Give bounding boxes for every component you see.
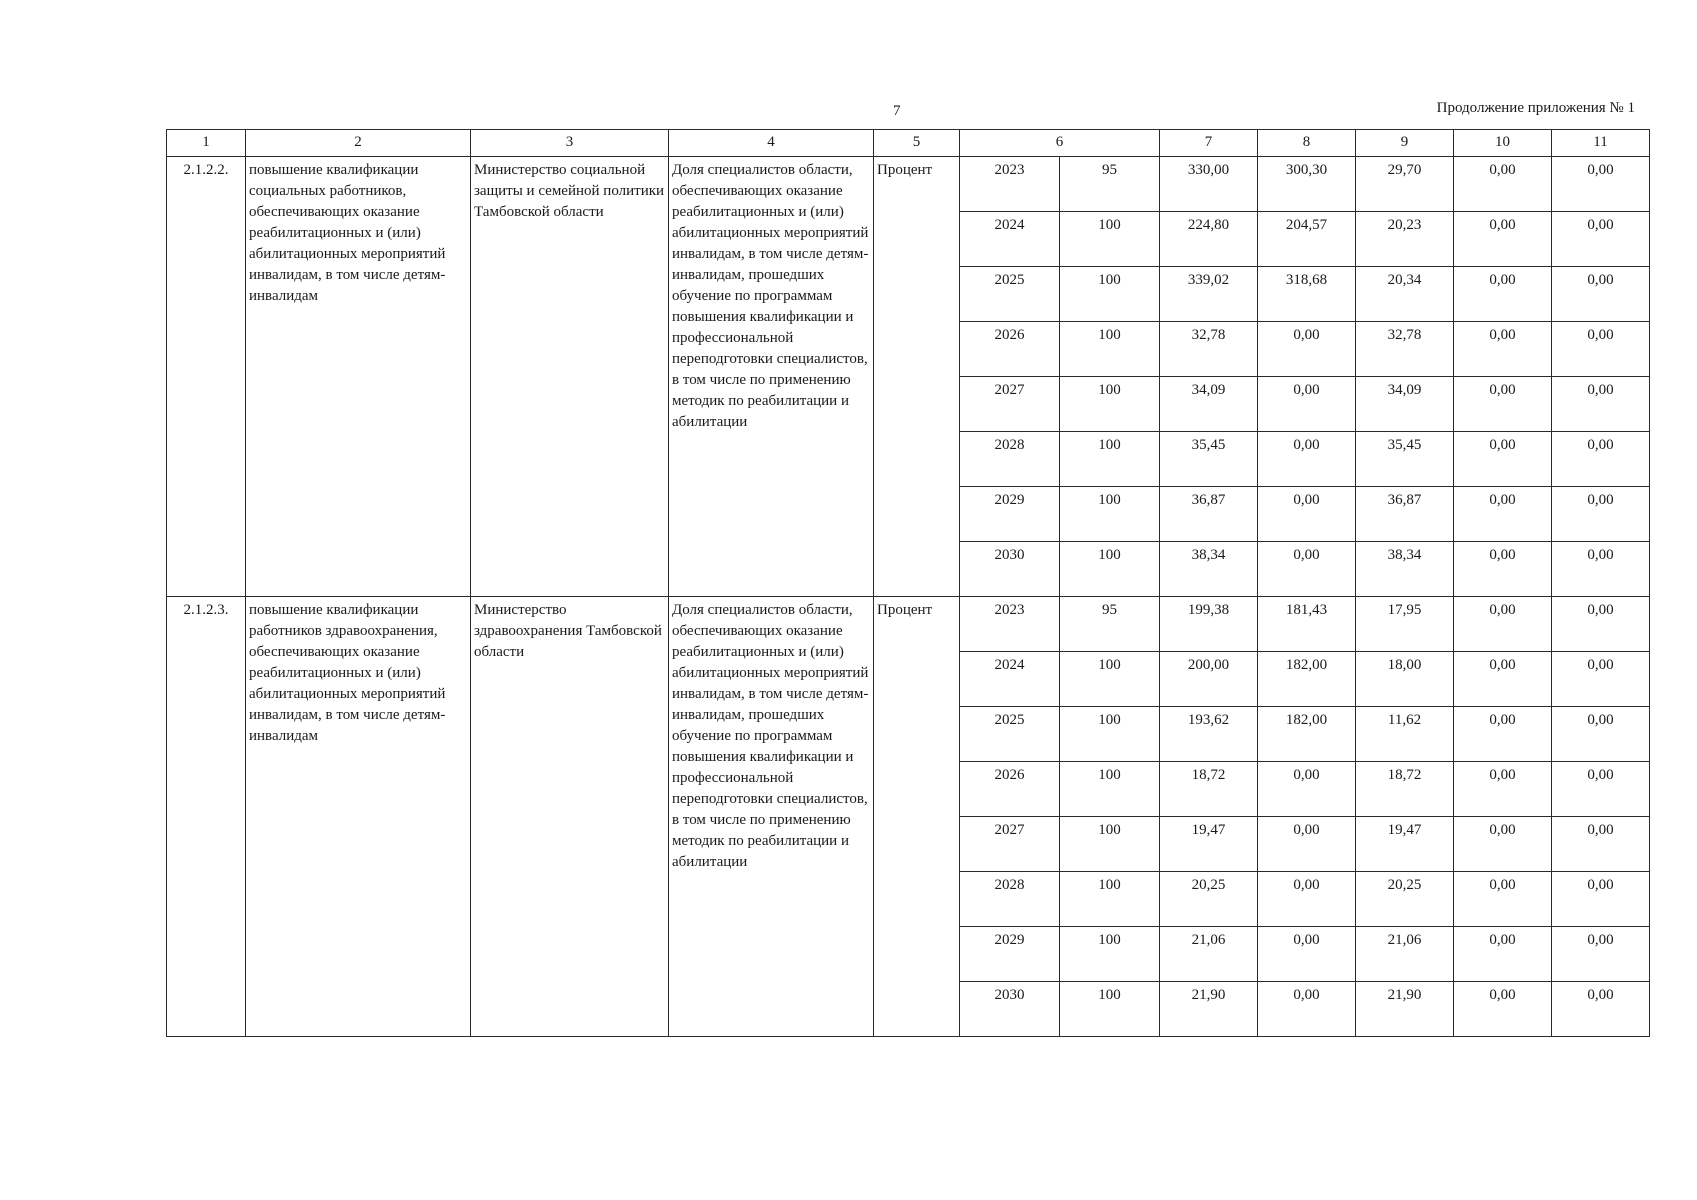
header-cell: 10 <box>1454 130 1552 157</box>
year-cell: 2023 <box>960 597 1060 652</box>
local-budget-cell: 0,00 <box>1454 377 1552 432</box>
federal-budget-cell: 0,00 <box>1258 542 1356 597</box>
year-cell: 2025 <box>960 707 1060 762</box>
regional-budget-cell: 29,70 <box>1356 157 1454 212</box>
other-sources-cell: 0,00 <box>1552 487 1650 542</box>
federal-budget-cell: 181,43 <box>1258 597 1356 652</box>
header-cell: 3 <box>471 130 669 157</box>
header-cell: 4 <box>669 130 874 157</box>
target-value-cell: 100 <box>1060 432 1160 487</box>
table-row <box>167 597 1650 652</box>
federal-budget-cell: 0,00 <box>1258 432 1356 487</box>
federal-budget-cell: 0,00 <box>1258 487 1356 542</box>
year-cell: 2024 <box>960 212 1060 267</box>
header-cell: 2 <box>246 130 471 157</box>
target-value-cell: 100 <box>1060 872 1160 927</box>
year-cell: 2028 <box>960 432 1060 487</box>
regional-budget-cell: 32,78 <box>1356 322 1454 377</box>
year-cell: 2029 <box>960 487 1060 542</box>
total-cell: 20,25 <box>1160 872 1258 927</box>
regional-budget-cell: 38,34 <box>1356 542 1454 597</box>
header-cell: 8 <box>1258 130 1356 157</box>
target-value-cell: 100 <box>1060 542 1160 597</box>
regional-budget-cell: 35,45 <box>1356 432 1454 487</box>
regional-budget-cell: 20,23 <box>1356 212 1454 267</box>
executor: Министерство здравоохранения Тамбовской области <box>471 597 669 1037</box>
other-sources-cell: 0,00 <box>1552 817 1650 872</box>
federal-budget-cell: 0,00 <box>1258 322 1356 377</box>
total-cell: 200,00 <box>1160 652 1258 707</box>
total-cell: 339,02 <box>1160 267 1258 322</box>
local-budget-cell: 0,00 <box>1454 872 1552 927</box>
total-cell: 199,38 <box>1160 597 1258 652</box>
target-value-cell: 100 <box>1060 982 1160 1037</box>
regional-budget-cell: 11,62 <box>1356 707 1454 762</box>
year-cell: 2026 <box>960 762 1060 817</box>
page-number: 7 <box>893 103 901 119</box>
other-sources-cell: 0,00 <box>1552 212 1650 267</box>
other-sources-cell: 0,00 <box>1552 927 1650 982</box>
local-budget-cell: 0,00 <box>1454 212 1552 267</box>
federal-budget-cell: 0,00 <box>1258 982 1356 1037</box>
year-cell: 2029 <box>960 927 1060 982</box>
other-sources-cell: 0,00 <box>1552 652 1650 707</box>
federal-budget-cell: 204,57 <box>1258 212 1356 267</box>
total-cell: 38,34 <box>1160 542 1258 597</box>
table-row <box>167 157 1650 212</box>
local-budget-cell: 0,00 <box>1454 927 1552 982</box>
year-cell: 2027 <box>960 817 1060 872</box>
local-budget-cell: 0,00 <box>1454 542 1552 597</box>
regional-budget-cell: 34,09 <box>1356 377 1454 432</box>
local-budget-cell: 0,00 <box>1454 817 1552 872</box>
target-value-cell: 100 <box>1060 817 1160 872</box>
other-sources-cell: 0,00 <box>1552 707 1650 762</box>
total-cell: 36,87 <box>1160 487 1258 542</box>
local-budget-cell: 0,00 <box>1454 707 1552 762</box>
target-value-cell: 100 <box>1060 927 1160 982</box>
local-budget-cell: 0,00 <box>1454 652 1552 707</box>
measure-name: повышение квалификации социальных работников, обеспечивающих оказание реабилитационных и (или) абилитационных мероприятий инвалидам, в том числе детям-инвалидам <box>246 157 471 597</box>
regional-budget-cell: 18,00 <box>1356 652 1454 707</box>
other-sources-cell: 0,00 <box>1552 432 1650 487</box>
regional-budget-cell: 18,72 <box>1356 762 1454 817</box>
item-code: 2.1.2.3. <box>167 597 246 1037</box>
other-sources-cell: 0,00 <box>1552 597 1650 652</box>
target-value-cell: 100 <box>1060 267 1160 322</box>
federal-budget-cell: 182,00 <box>1258 707 1356 762</box>
year-cell: 2025 <box>960 267 1060 322</box>
header-cell: 9 <box>1356 130 1454 157</box>
federal-budget-cell: 0,00 <box>1258 817 1356 872</box>
table-body <box>167 157 1650 1037</box>
regional-budget-cell: 36,87 <box>1356 487 1454 542</box>
indicator: Доля специалистов области, обеспечивающих оказание реабилитационных и (или) абилитационных мероприятий инвалидам, в том числе детям-инвалидам, прошедших обучение по программам повышения квалификации и профессиональной переподготовки специалистов, в том числе по применению методик по реабилитации и абилитации <box>669 157 874 597</box>
year-cell: 2023 <box>960 157 1060 212</box>
regional-budget-cell: 19,47 <box>1356 817 1454 872</box>
other-sources-cell: 0,00 <box>1552 982 1650 1037</box>
total-cell: 19,47 <box>1160 817 1258 872</box>
header-cell: 7 <box>1160 130 1258 157</box>
federal-budget-cell: 182,00 <box>1258 652 1356 707</box>
target-value-cell: 100 <box>1060 762 1160 817</box>
indicator: Доля специалистов области, обеспечивающих оказание реабилитационных и (или) абилитационных мероприятий инвалидам, в том числе детям-инвалидам, прошедших обучение по программам повышения квалификации и профессиональной переподготовки специалистов, в том числе по применению методик по реабилитации и абилитации <box>669 597 874 1037</box>
header-cell: 11 <box>1552 130 1650 157</box>
other-sources-cell: 0,00 <box>1552 872 1650 927</box>
other-sources-cell: 0,00 <box>1552 322 1650 377</box>
header-row <box>167 130 1650 157</box>
target-value-cell: 100 <box>1060 212 1160 267</box>
other-sources-cell: 0,00 <box>1552 267 1650 322</box>
target-value-cell: 100 <box>1060 377 1160 432</box>
target-value-cell: 100 <box>1060 707 1160 762</box>
executor: Министерство социальной защиты и семейной политики Тамбовской области <box>471 157 669 597</box>
regional-budget-cell: 20,25 <box>1356 872 1454 927</box>
measure-name: повышение квалификации работников здравоохранения, обеспечивающих оказание реабилитационных и (или) абилитационных мероприятий инвалидам, в том числе детям-инвалидам <box>246 597 471 1037</box>
regional-budget-cell: 20,34 <box>1356 267 1454 322</box>
local-budget-cell: 0,00 <box>1454 982 1552 1037</box>
year-cell: 2030 <box>960 982 1060 1037</box>
total-cell: 21,90 <box>1160 982 1258 1037</box>
year-cell: 2030 <box>960 542 1060 597</box>
total-cell: 34,09 <box>1160 377 1258 432</box>
regional-budget-cell: 21,06 <box>1356 927 1454 982</box>
year-cell: 2027 <box>960 377 1060 432</box>
unit: Процент <box>874 157 960 597</box>
header-cell: 1 <box>167 130 246 157</box>
total-cell: 18,72 <box>1160 762 1258 817</box>
other-sources-cell: 0,00 <box>1552 157 1650 212</box>
appendix-note: Продолжение приложения № 1 <box>1436 100 1635 116</box>
total-cell: 330,00 <box>1160 157 1258 212</box>
local-budget-cell: 0,00 <box>1454 487 1552 542</box>
item-code: 2.1.2.2. <box>167 157 246 597</box>
unit: Процент <box>874 597 960 1037</box>
total-cell: 193,62 <box>1160 707 1258 762</box>
federal-budget-cell: 0,00 <box>1258 377 1356 432</box>
target-value-cell: 100 <box>1060 322 1160 377</box>
target-value-cell: 95 <box>1060 157 1160 212</box>
header-cell: 6 <box>960 130 1160 157</box>
total-cell: 32,78 <box>1160 322 1258 377</box>
federal-budget-cell: 300,30 <box>1258 157 1356 212</box>
target-value-cell: 100 <box>1060 652 1160 707</box>
regional-budget-cell: 17,95 <box>1356 597 1454 652</box>
regional-budget-cell: 21,90 <box>1356 982 1454 1037</box>
total-cell: 35,45 <box>1160 432 1258 487</box>
federal-budget-cell: 0,00 <box>1258 762 1356 817</box>
federal-budget-cell: 0,00 <box>1258 927 1356 982</box>
total-cell: 21,06 <box>1160 927 1258 982</box>
local-budget-cell: 0,00 <box>1454 597 1552 652</box>
local-budget-cell: 0,00 <box>1454 432 1552 487</box>
header-cell: 5 <box>874 130 960 157</box>
other-sources-cell: 0,00 <box>1552 762 1650 817</box>
local-budget-cell: 0,00 <box>1454 322 1552 377</box>
target-value-cell: 100 <box>1060 487 1160 542</box>
local-budget-cell: 0,00 <box>1454 157 1552 212</box>
other-sources-cell: 0,00 <box>1552 542 1650 597</box>
target-value-cell: 95 <box>1060 597 1160 652</box>
appendix-table <box>166 129 1650 1037</box>
federal-budget-cell: 0,00 <box>1258 872 1356 927</box>
other-sources-cell: 0,00 <box>1552 377 1650 432</box>
local-budget-cell: 0,00 <box>1454 267 1552 322</box>
year-cell: 2024 <box>960 652 1060 707</box>
total-cell: 224,80 <box>1160 212 1258 267</box>
year-cell: 2026 <box>960 322 1060 377</box>
local-budget-cell: 0,00 <box>1454 762 1552 817</box>
year-cell: 2028 <box>960 872 1060 927</box>
federal-budget-cell: 318,68 <box>1258 267 1356 322</box>
